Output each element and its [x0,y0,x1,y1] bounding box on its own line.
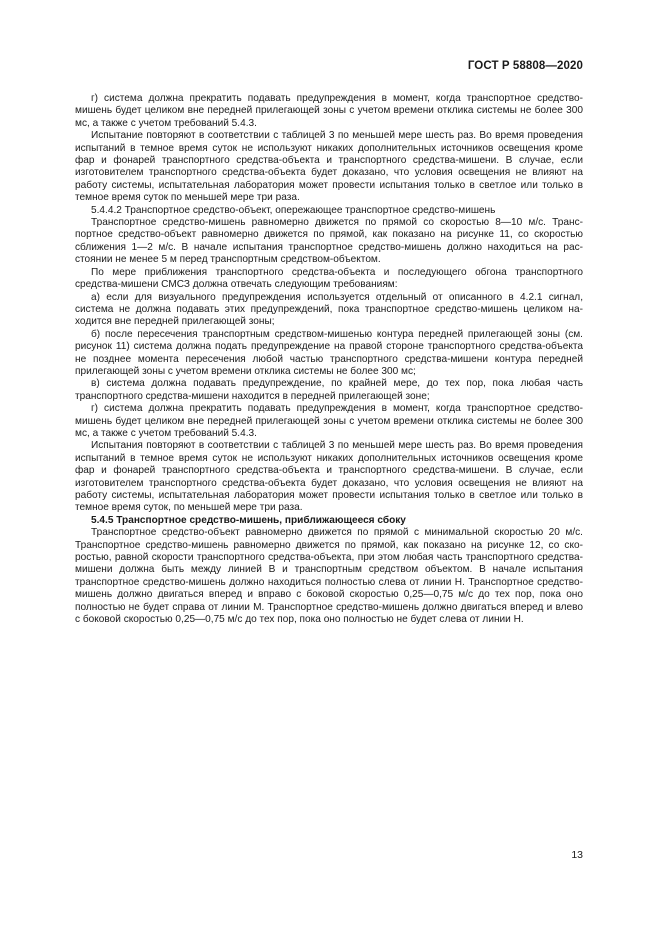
document-body [75,93,583,626]
paragraph-b: б) после пересечения транспортным средством-мишенью контура передней прилегающей зоны (см. рисунок 11) система должна подать предупреждение на правой стороне транспортного средства-объекта не позднее момента пересечения любой частью транспортного средства-мишени контура передней прилегающей зоны с учетом времени отклика системы не более 300 мс; [75,328,583,377]
document-code: ГОСТ Р 58808—2020 [467,60,583,72]
paragraph-g-1: г) система должна прекратить подавать предупреждения в момент, когда транспортное средство-мишень будет целиком вне передней прилегающей зоны с учетом времени отклика системы не более 300 мс, а также с учетом требований 5.4.3. [75,93,583,129]
paragraph-requirements-intro: По мере приближения транспортного средства-объекта и последующего обгона транспортного средства-мишени СМСЗ должна отвечать следующим требованиям: [75,266,583,291]
paragraph-v: в) система должна подавать предупреждение, по крайней мере, до тех пор, пока любая часть транспортного средства-мишени находится в передней прилегающей зоне; [75,378,583,402]
paragraph-target-motion: Транспортное средство-мишень равномерно движется по прямой со скоростью 8—10 м/с. Транспортное средство-объект равномерно движется по прямой, как показано на рисунке 11, со скоростью сближения 1—2 м/с. В начале испытания транспортное средство-мишень должно находиться на расстоянии не менее 5 м перед транспортным средством-объектом. [75,217,583,266]
paragraph-a: а) если для визуального предупреждения используется отдельный от описанного в 4.2.1 сигнал, система не должна подавать этих предупреждений, пока транспортное средство-мишень целиком находится вне передней прилегающей зоны; [75,291,583,328]
paragraph-side-approach: Транспортное средство-объект равномерно движется по прямой с минимальной скоростью 20 м/с. Транспортное средство-мишень равномерно движется по прямой, как показано на рисунке 12, со скоростью, равной скорости транспортного средства-объекта, при этом любая часть транспортного средства-мишени должна быть между линией В и транспортным средством объектом. В начале испытания транспортное средство-мишень должно находиться полностью слева от линии Н. Транспортное средство-мишень должно двигаться вперед и вправо с боковой скоростью 0,25—0,75 м/с до тех пор, пока оно полностью не будет справа от линии М. Транспортное средство-мишень должно двигаться вперед и влево с боковой скоростью 0,25—0,75 м/с до тех пор, пока оно полностью не будет слева от линии Н. [75,527,583,626]
paragraph-repeat-tests-2: Испытания повторяют в соответствии с таблицей 3 по меньшей мере шесть раз. Во время проведения испытаний в темное время суток не используют никаких дополнительных источников освещения кроме фар и фонарей транспортного средства-объекта и транспортного средства-мишени. В случае, если изготовителем транспортного средства-объекта будет доказано, что условия освещения не влияют на работу системы, испытательная лаборатория может провести испытания только в светлое или только в темное время суток, по меньшей мере три раза. [75,440,583,514]
page-number: 13 [571,849,583,861]
paragraph-repeat-tests-1: Испытание повторяют в соответствии с таблицей 3 по меньшей мере шесть раз. Во время проведения испытаний в темное время суток не используют никаких дополнительных источников освещения кроме фар и фонарей транспортного средства-объекта и транспортного средства-мишени. В случае, если изготовителем транспортного средства-объекта будет доказано, что условия освещения не влияют на работу системы, испытательная лаборатория может провести испытания только в светлое или только в темное время суток по меньшей мере три раза. [75,130,583,204]
section-heading-5-4-5: 5.4.5 Транспортное средство-мишень, приближающееся сбоку [91,514,406,526]
subsection-heading-5-4-4-2: 5.4.4.2 Транспортное средство-объект, опережающее транспортное средство-мишень [91,204,496,216]
paragraph-g-2: г) система должна прекратить подавать предупреждения в момент, когда транспортное средство-мишень будет целиком вне передней прилегающей зоны с учетом времени отклика системы не более 300 мс, а также с учетом требований 5.4.3. [75,403,583,439]
